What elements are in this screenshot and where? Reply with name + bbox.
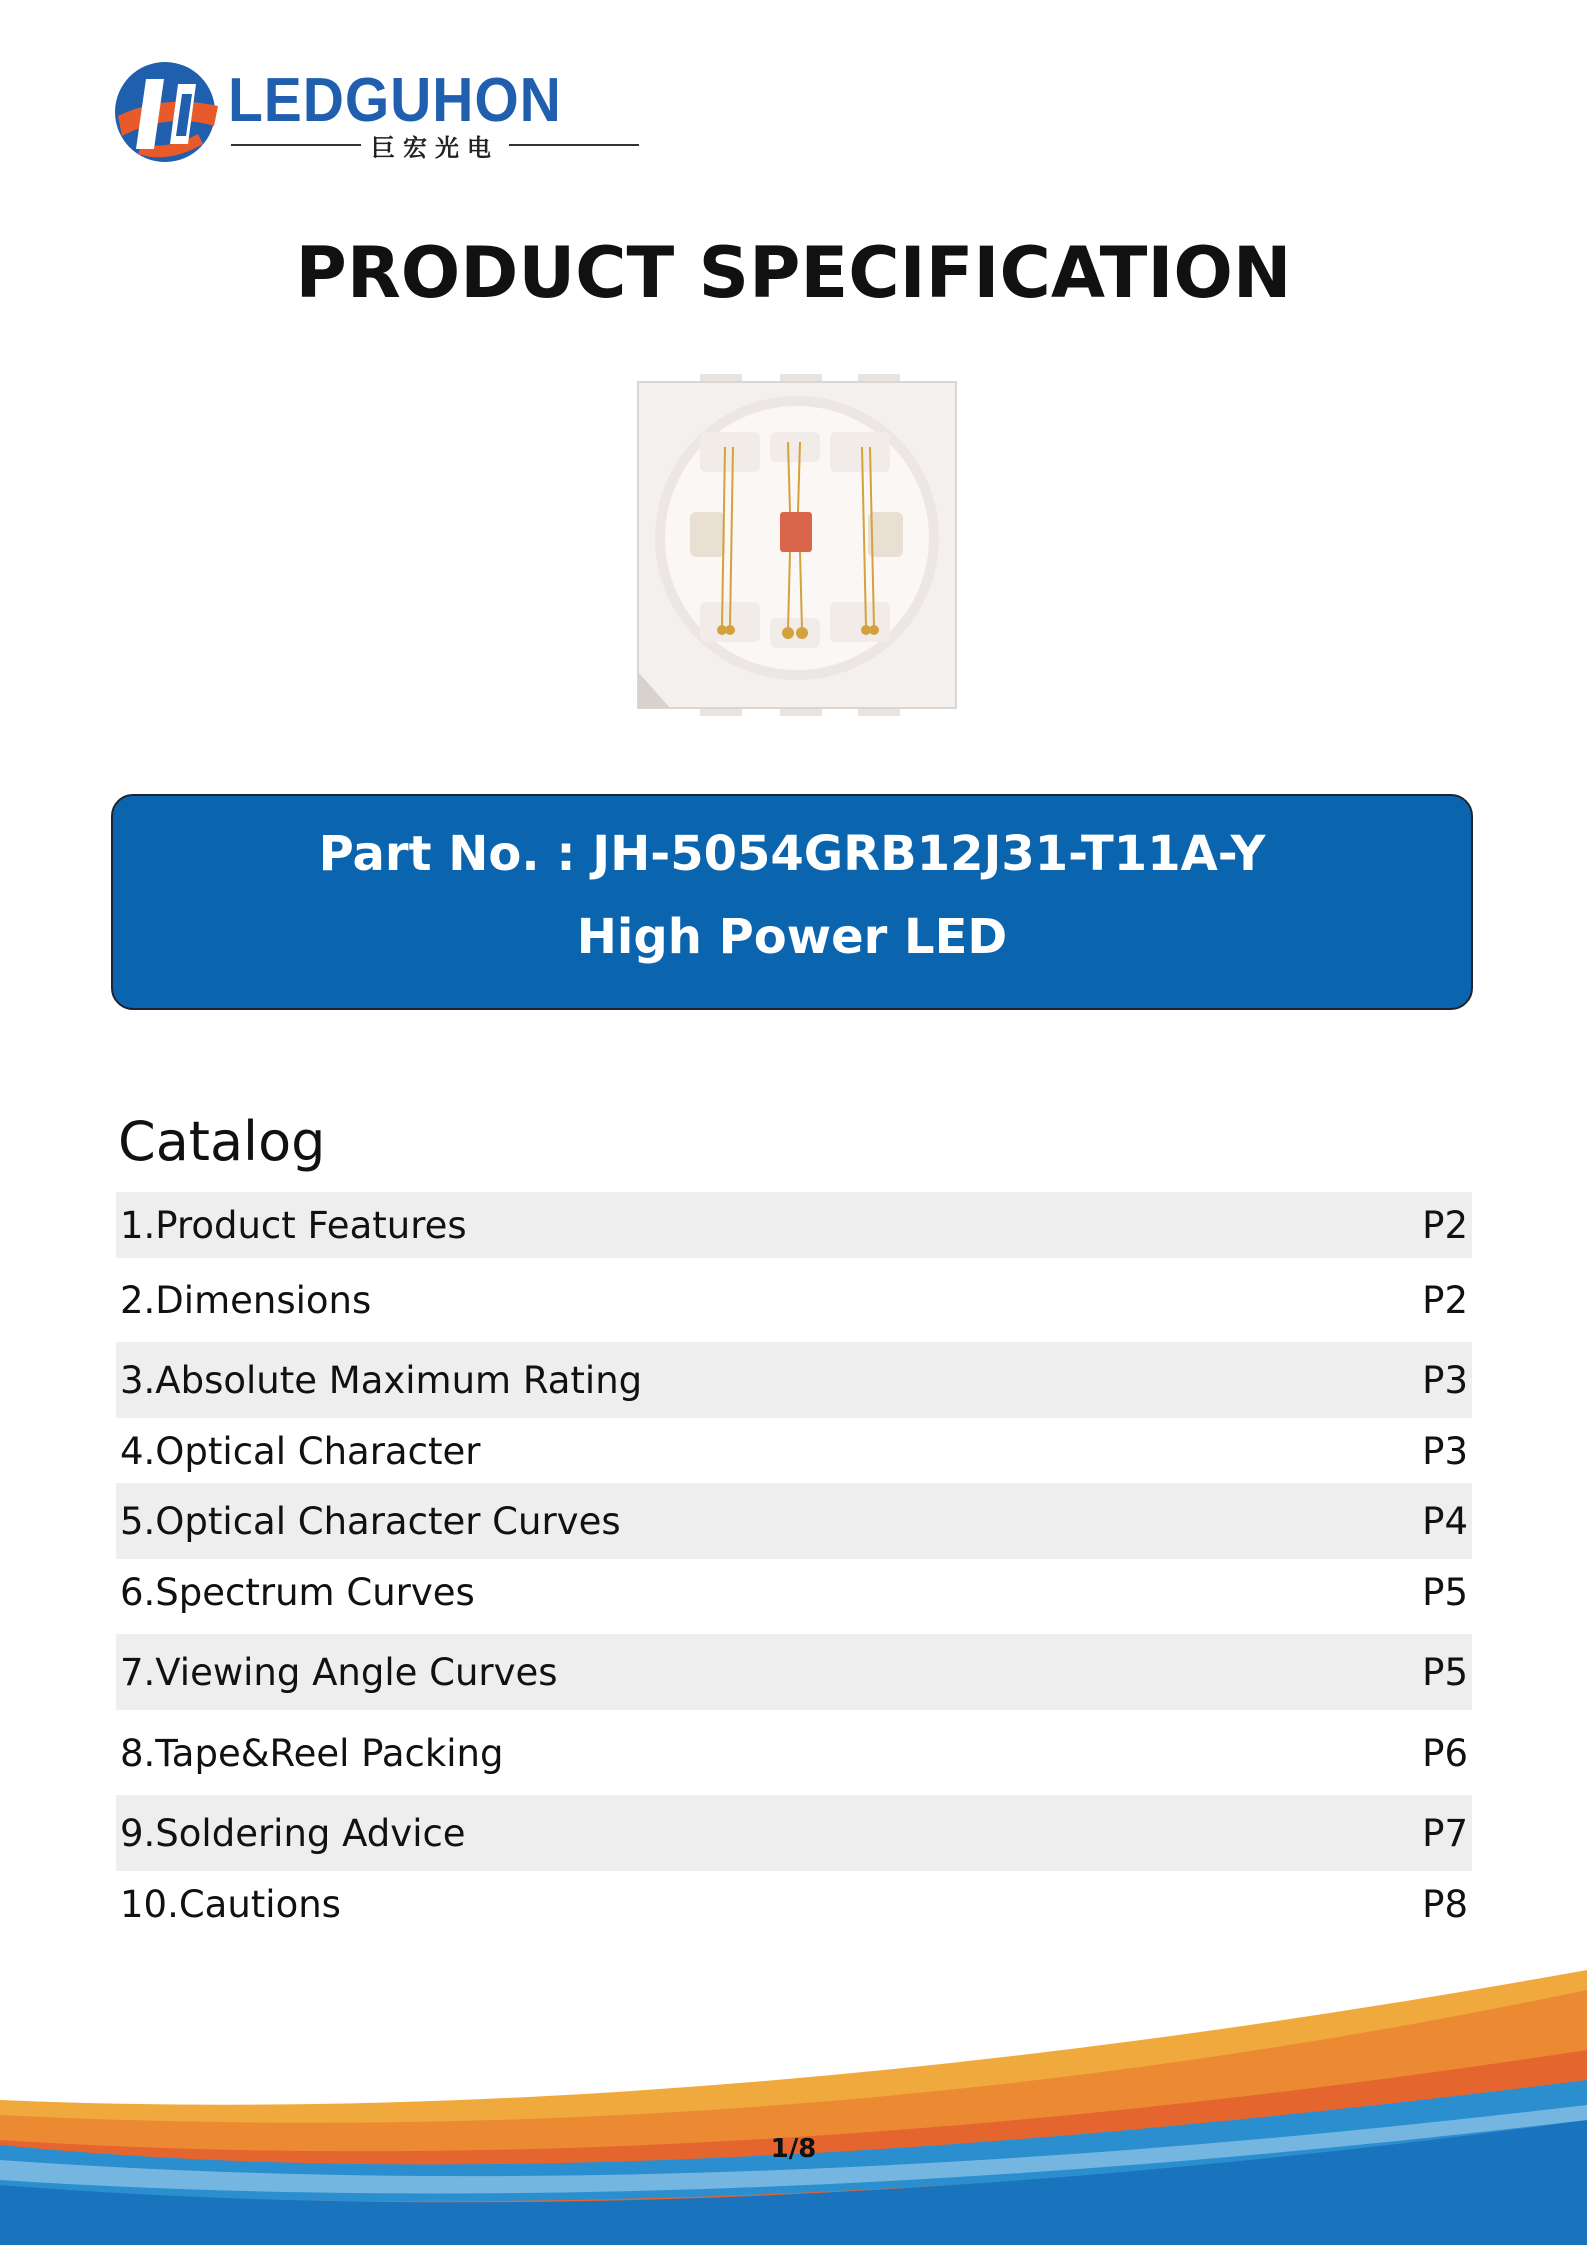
catalog-item-label: 10.Cautions <box>120 1882 341 1926</box>
page-number: 1/8 <box>770 2134 817 2164</box>
catalog-item <box>116 1795 1472 1871</box>
catalog-item <box>116 1267 1472 1333</box>
company-logo <box>108 54 562 169</box>
part-number-banner <box>111 794 1473 1010</box>
catalog-item-label: 8.Tape&Reel Packing <box>120 1731 504 1775</box>
catalog-item-label: 6.Spectrum Curves <box>120 1570 475 1614</box>
led-product-image <box>630 372 960 717</box>
catalog-item-page: P8 <box>1422 1882 1468 1926</box>
logo-rule-right <box>509 144 639 146</box>
logo-subtitle <box>231 130 639 160</box>
logo-subtitle-text: 巨宏光电 <box>371 133 499 162</box>
catalog-item-label: 1.Product Features <box>120 1203 467 1247</box>
catalog-item-page: P2 <box>1422 1203 1468 1247</box>
catalog-item <box>116 1559 1472 1625</box>
catalog-item-label: 4.Optical Character <box>120 1429 481 1473</box>
footer-wave-decoration <box>0 1930 1587 2245</box>
logo-wordmark: LEDGUHON <box>228 66 562 135</box>
catalog-item <box>116 1342 1472 1418</box>
catalog-item-label: 7.Viewing Angle Curves <box>120 1650 558 1694</box>
catalog-item-label: 3.Absolute Maximum Rating <box>120 1358 643 1402</box>
logo-rule-left <box>231 144 361 146</box>
logo-emblem-icon <box>108 54 223 169</box>
catalog-item <box>116 1192 1472 1258</box>
catalog-item-label: 2.Dimensions <box>120 1278 372 1322</box>
catalog-item <box>116 1634 1472 1710</box>
catalog-item-page: P4 <box>1422 1499 1468 1543</box>
part-number: Part No. : JH-5054GRB12J31-T11A-Y <box>318 826 1266 882</box>
catalog-item <box>116 1483 1472 1559</box>
catalog-item-page: P7 <box>1422 1811 1468 1855</box>
catalog-item-page: P3 <box>1422 1429 1468 1473</box>
page-title: PRODUCT SPECIFICATION <box>295 232 1292 314</box>
product-type: High Power LED <box>576 909 1008 965</box>
catalog-item-label: 9.Soldering Advice <box>120 1811 466 1855</box>
catalog-item-page: P5 <box>1422 1650 1468 1694</box>
catalog-item-page: P3 <box>1422 1358 1468 1402</box>
catalog-item-page: P2 <box>1422 1278 1468 1322</box>
catalog-item <box>116 1720 1472 1786</box>
catalog-item <box>116 1418 1472 1484</box>
catalog-item-label: 5.Optical Character Curves <box>120 1499 621 1543</box>
catalog-item <box>116 1871 1472 1937</box>
catalog-item-page: P6 <box>1422 1731 1468 1775</box>
catalog-heading: Catalog <box>118 1110 326 1173</box>
catalog-item-page: P5 <box>1422 1570 1468 1614</box>
